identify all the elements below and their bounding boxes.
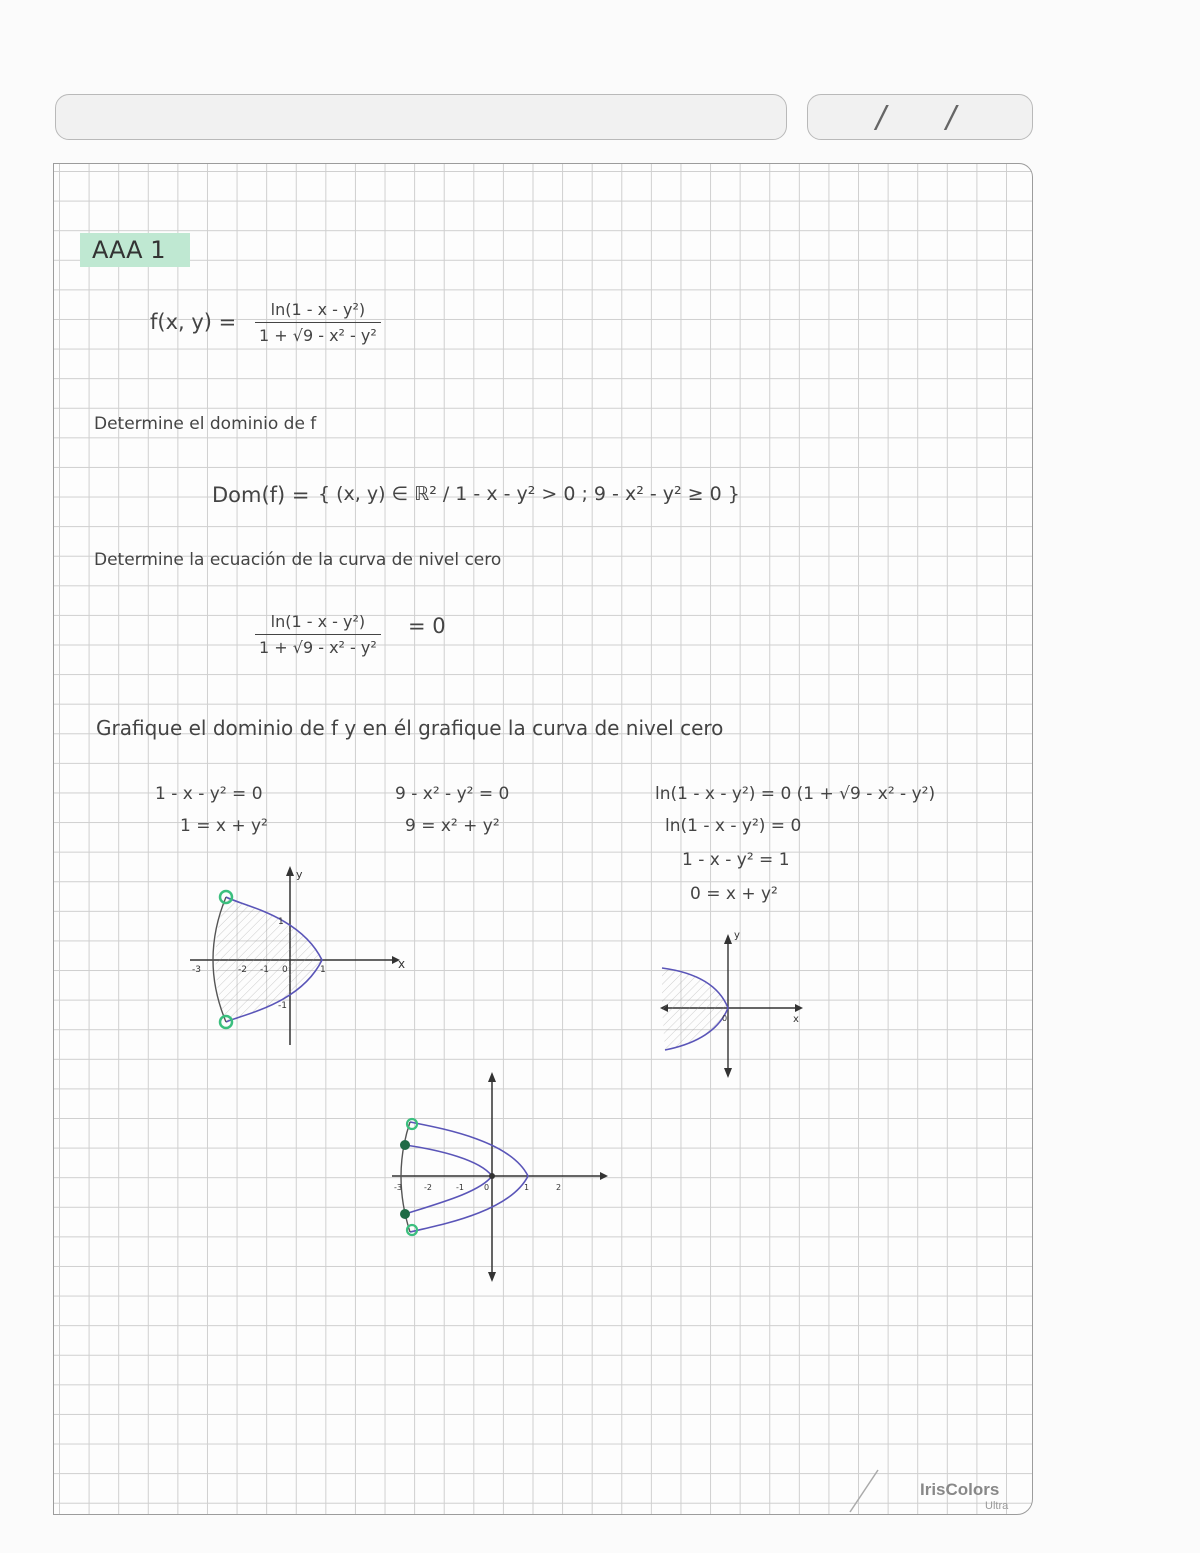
graph-2-y-arrow-bottom bbox=[724, 1068, 732, 1078]
graph-1-tick-x-2: -2 bbox=[238, 965, 247, 975]
graph-3-tick-x-3: -1 bbox=[456, 1183, 464, 1192]
graph-2-y-label: y bbox=[734, 930, 740, 941]
graph-3-inner-parabola bbox=[405, 1145, 492, 1214]
question-level-curve: Determine la ecuación de la curva de nivel cero bbox=[94, 550, 502, 570]
logo-swoosh bbox=[850, 1470, 878, 1512]
page-title: AAA 1 bbox=[92, 236, 166, 264]
work-col1-line2: 1 = x + y² bbox=[180, 816, 268, 836]
graph-1-tick-x-3: -1 bbox=[260, 965, 269, 975]
work-col3-line1: ln(1 - x - y²) = 0 (1 + √9 - x² - y²) bbox=[655, 784, 936, 804]
graph-2-y-arrow-top bbox=[724, 934, 732, 944]
graph-1-plot bbox=[190, 866, 400, 1045]
graph-3-outer-parabola bbox=[410, 1122, 528, 1232]
graph-1-tick-x-5: 1 bbox=[320, 965, 326, 975]
function-numerator: ln(1 - x - y²) bbox=[255, 300, 381, 323]
work-col3-line2: ln(1 - x - y²) = 0 bbox=[665, 816, 802, 836]
function-denominator: 1 + √9 - x² - y² bbox=[259, 326, 377, 345]
graph-1-tick-y-2: -1 bbox=[278, 1001, 287, 1011]
graph-1-tick-x-4: 0 bbox=[282, 965, 288, 975]
question-domain: Determine el dominio de f bbox=[94, 414, 317, 434]
graph-2-plot bbox=[660, 934, 803, 1078]
domain-set: { (x, y) ∈ ℝ² / 1 - x - y² > 0 ; 9 - x² - y² ≥ 0 } bbox=[318, 483, 740, 505]
graph-2-origin-label: 0 bbox=[722, 1014, 728, 1023]
brand-logo-sub: Ultra bbox=[985, 1500, 1009, 1512]
graph-1-y-arrow bbox=[286, 866, 294, 876]
graph-2-x-arrow-right bbox=[795, 1004, 803, 1012]
work-col3-line4: 0 = x + y² bbox=[690, 884, 778, 904]
graph-3-y-arrow-top bbox=[488, 1072, 496, 1082]
graph-3-tick-x-1: -3 bbox=[394, 1183, 402, 1192]
graph-3-closed-point-bottom bbox=[400, 1209, 410, 1219]
graph-3-open-point-top bbox=[407, 1119, 417, 1129]
question-graph: Grafique el dominio de f y en él grafique la curva de nivel cero bbox=[96, 716, 724, 740]
level-zero-rhs: = 0 bbox=[408, 614, 446, 638]
level-zero-denominator: 1 + √9 - x² - y² bbox=[259, 638, 377, 657]
graph-1-domain-region bbox=[216, 897, 323, 1022]
graph-3-y-arrow-bottom bbox=[488, 1272, 496, 1282]
work-col3-line3: 1 - x - y² = 1 bbox=[682, 850, 790, 870]
function-lhs: f(x, y) = bbox=[150, 310, 237, 334]
graph-3-tick-x-5: 1 bbox=[524, 1183, 530, 1192]
graph-3-closed-point-top bbox=[400, 1140, 410, 1150]
graph-3-x-arrow bbox=[600, 1172, 608, 1180]
date-slash-2: / bbox=[946, 100, 957, 135]
graph-3-origin-point bbox=[489, 1173, 495, 1179]
work-col2-line1: 9 - x² - y² = 0 bbox=[395, 784, 510, 804]
level-zero-numerator: ln(1 - x - y²) bbox=[255, 612, 381, 635]
graph-3-plot bbox=[392, 1072, 608, 1282]
graph-2-region bbox=[662, 968, 728, 1050]
graph-1-tick-y-1: 1 bbox=[278, 917, 284, 927]
graph-1-tick-x-1: -3 bbox=[192, 965, 201, 975]
date-slash-1: / bbox=[876, 100, 887, 135]
brand-logo: IrisColors bbox=[920, 1480, 1000, 1499]
work-col2-line2: 9 = x² + y² bbox=[405, 816, 500, 836]
graph-3-tick-x-4: 0 bbox=[484, 1183, 490, 1192]
graph-3-tick-x-2: -2 bbox=[424, 1183, 432, 1192]
graph-2-x-label: x bbox=[793, 1014, 799, 1025]
graph-3-tick-x-6: 2 bbox=[556, 1183, 562, 1192]
graph-1-y-label: y bbox=[296, 868, 303, 881]
domain-lhs: Dom(f) = bbox=[212, 483, 310, 507]
graph-1-x-label: x bbox=[398, 957, 406, 971]
work-col1-line1: 1 - x - y² = 0 bbox=[155, 784, 263, 804]
